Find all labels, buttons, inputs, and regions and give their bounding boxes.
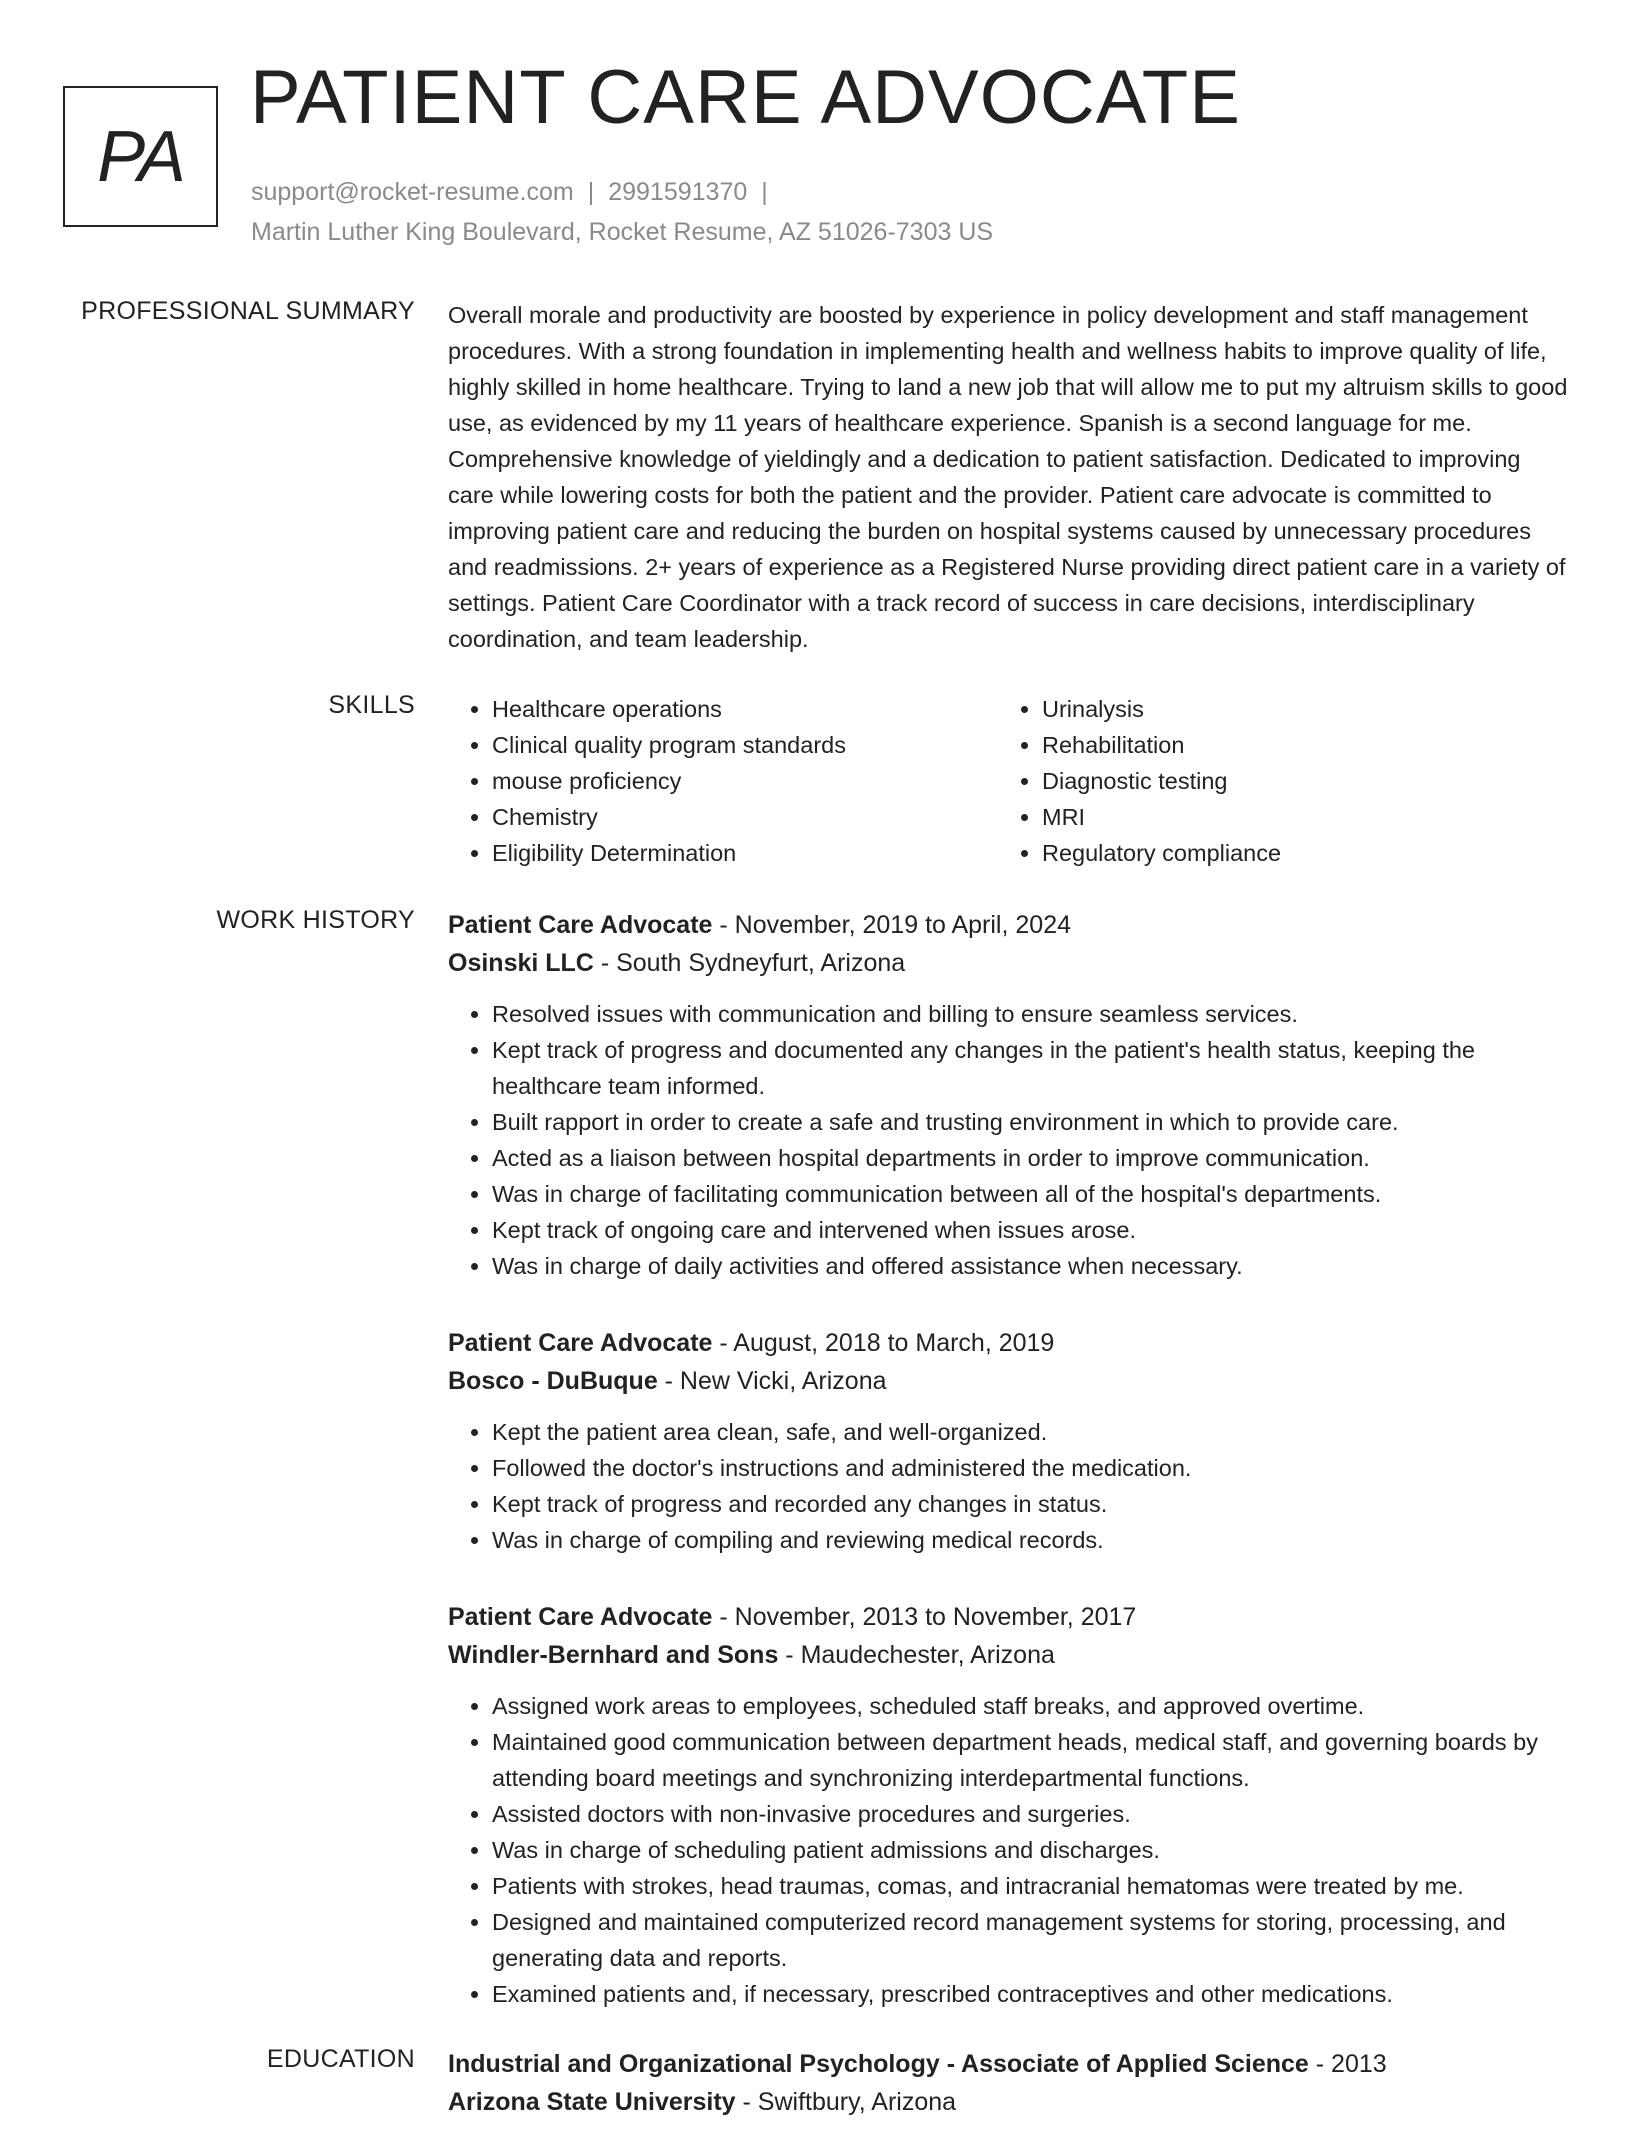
- company-location: - Maudechester, Arizona: [778, 1641, 1055, 1669]
- job-bullet-item: • Was in charge of daily activities and offered assistance when necessary.: [492, 1248, 1568, 1284]
- separator: |: [761, 178, 768, 206]
- job-bullets: [448, 1688, 1568, 2012]
- summary-section: [448, 297, 1568, 657]
- job-bullet-item: • Was in charge of compiling and reviewing medical records.: [492, 1522, 1568, 1558]
- skill-item: • MRI: [1042, 799, 1548, 835]
- job-entry: [448, 1324, 1568, 1558]
- job-dates: - November, 2013 to November, 2017: [712, 1603, 1137, 1631]
- skill-item: • Regulatory compliance: [1042, 835, 1548, 871]
- education-degree-line: [448, 2045, 1568, 2083]
- school-name: Arizona State University: [448, 2088, 736, 2116]
- company-name: Windler-Bernhard and Sons: [448, 1641, 779, 1669]
- school-location: - Swiftbury, Arizona: [735, 2088, 957, 2116]
- job-bullet-item: • Was in charge of facilitating communication between all of the hospital's departments.: [492, 1176, 1568, 1212]
- skills-label: SKILLS: [328, 691, 415, 719]
- job-title-line: [448, 1324, 1568, 1362]
- job-bullet-item: • Built rapport in order to create a safe and trusting environment in which to provide care.: [492, 1104, 1568, 1140]
- summary-label: PROFESSIONAL SUMMARY: [81, 297, 415, 325]
- job-bullet-item: • Patients with strokes, head traumas, comas, and intracranial hematomas were treated by me.: [492, 1868, 1568, 1904]
- job-title: Patient Care Advocate: [448, 1603, 713, 1631]
- skill-item: • mouse proficiency: [492, 763, 998, 799]
- separator: |: [587, 178, 595, 206]
- skill-item: • Chemistry: [492, 799, 998, 835]
- skills-section: [448, 691, 1568, 871]
- job-bullet-item: • Assigned work areas to employees, scheduled staff breaks, and approved overtime.: [492, 1688, 1568, 1724]
- job-title-line: [448, 906, 1568, 944]
- address-text: Martin Luther King Boulevard, Rocket Resume, AZ 51026-7303 US: [251, 218, 994, 246]
- page-title: PATIENT CARE ADVOCATE: [250, 55, 1241, 140]
- job-bullets: [448, 1414, 1568, 1558]
- job-company-line: [448, 1636, 1568, 1674]
- skills-grid: [448, 691, 1568, 871]
- company-location: - New Vicki, Arizona: [657, 1367, 887, 1395]
- phone-text: 2991591370: [608, 178, 748, 206]
- skill-item: • Rehabilitation: [1042, 727, 1548, 763]
- work-history-label: WORK HISTORY: [216, 906, 415, 934]
- skill-item: • Diagnostic testing: [1042, 763, 1548, 799]
- skill-item: • Clinical quality program standards: [492, 727, 998, 763]
- skills-list-left: [448, 691, 998, 871]
- email-text: support@rocket-resume.com: [251, 178, 574, 206]
- work-history-section: [448, 906, 1568, 2052]
- job-company-line: [448, 944, 1568, 982]
- company-name: Osinski LLC: [448, 949, 594, 977]
- education-label: EDUCATION: [266, 2045, 415, 2073]
- monogram-logo: PA: [63, 86, 218, 227]
- job-bullet-item: • Kept the patient area clean, safe, and well-organized.: [492, 1414, 1568, 1450]
- job-bullet-item: • Acted as a liaison between hospital departments in order to improve communication.: [492, 1140, 1568, 1176]
- job-bullet-item: • Designed and maintained computerized record management systems for storing, processing, and generating data and reports.: [492, 1904, 1568, 1976]
- job-bullet-item: • Kept track of ongoing care and intervened when issues arose.: [492, 1212, 1568, 1248]
- job-dates: - November, 2019 to April, 2024: [712, 911, 1071, 939]
- job-title-line: [448, 1598, 1568, 1636]
- summary-text: Overall morale and productivity are boosted by experience in policy development and staff management procedures. With a strong foundation in implementing health and wellness habits to improve quality of life, highly skilled in home healthcare. Trying to land a new job that will allow me to put my altruism skills to good use, as evidenced by my 11 years of healthcare experience. Spanish is a second language for me. Comprehensive knowledge of yieldingly and a dedication to patient satisfaction. Dedicated to improving care while lowering costs for both the patient and the provider. Patient care advocate is committed to improving patient care and reducing the burden on hospital systems caused by unnecessary procedures and readmissions. 2+ years of experience as a Registered Nurse providing direct patient care in a variety of settings. Patient Care Coordinator with a track record of success in care decisions, interdisciplinary coordination, and team leadership.: [448, 302, 1568, 652]
- job-title: Patient Care Advocate: [448, 1329, 713, 1357]
- education-section: [448, 2045, 1568, 2135]
- job-company-line: [448, 1362, 1568, 1400]
- job-title: Patient Care Advocate: [448, 911, 713, 939]
- degree-name: Industrial and Organizational Psychology - Associate of Applied Science: [448, 2050, 1309, 2078]
- skill-item: • Urinalysis: [1042, 691, 1548, 727]
- contact-info: [251, 172, 993, 252]
- job-bullet-item: • Examined patients and, if necessary, prescribed contraceptives and other medications.: [492, 1976, 1568, 2012]
- job-bullet-item: • Kept track of progress and recorded any changes in status.: [492, 1486, 1568, 1522]
- education-school-line: [448, 2083, 1568, 2121]
- job-entry: [448, 906, 1568, 1284]
- company-location: - South Sydneyfurt, Arizona: [593, 949, 906, 977]
- job-entry: [448, 1598, 1568, 2012]
- education-year: - 2013: [1308, 2050, 1387, 2078]
- job-bullet-item: • Maintained good communication between department heads, medical staff, and governing boards by attending board meetings and synchronizing interdepartmental functions.: [492, 1724, 1568, 1796]
- contact-line-1: [251, 172, 993, 212]
- skill-item: • Healthcare operations: [492, 691, 998, 727]
- job-bullet-item: • Assisted doctors with non-invasive procedures and surgeries.: [492, 1796, 1568, 1832]
- job-bullet-item: • Followed the doctor's instructions and administered the medication.: [492, 1450, 1568, 1486]
- job-bullet-item: • Resolved issues with communication and billing to ensure seamless services.: [492, 996, 1568, 1032]
- job-bullet-item: • Kept track of progress and documented any changes in the patient's health status, keeping the healthcare team informed.: [492, 1032, 1568, 1104]
- company-name: Bosco - DuBuque: [448, 1367, 658, 1395]
- job-dates: - August, 2018 to March, 2019: [712, 1329, 1055, 1357]
- job-bullets: [448, 996, 1568, 1284]
- job-bullet-item: • Was in charge of scheduling patient admissions and discharges.: [492, 1832, 1568, 1868]
- skill-item: • Eligibility Determination: [492, 835, 998, 871]
- skills-list-right: [998, 691, 1548, 871]
